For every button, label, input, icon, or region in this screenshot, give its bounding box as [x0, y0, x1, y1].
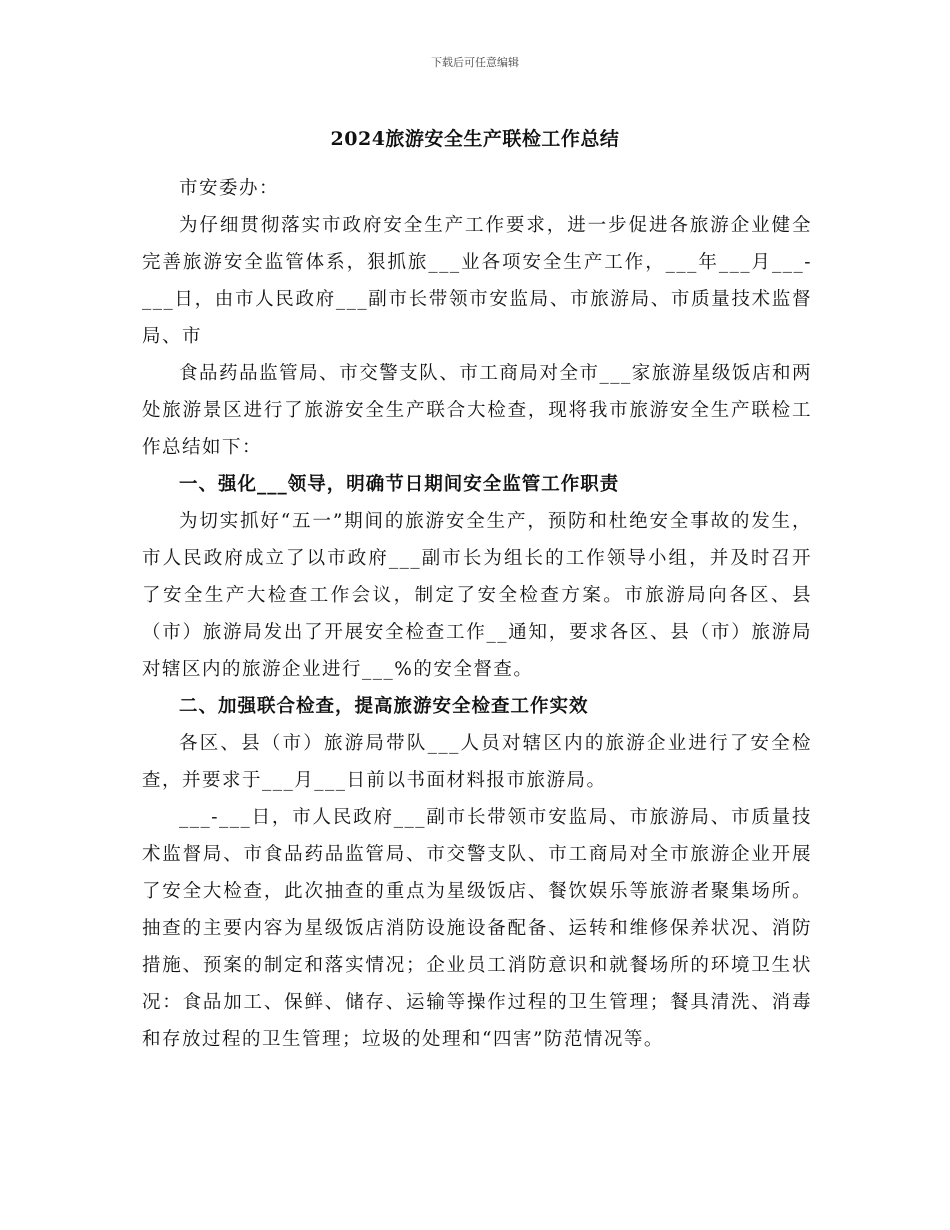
section-heading: 一、强化___领导，明确节日期间安全监管工作职责 [179, 474, 620, 495]
section-heading: 二、加强联合检查，提高旅游安全检查工作实效 [179, 696, 589, 717]
paragraph: 食品药品监管局、市交警支队、市工商局对全市___家旅游星级饭店和两处旅游景区进行了旅游安全生产联合大检查，现将我市旅游安全生产联检工作总结如下： [142, 363, 812, 458]
document-title: 2024旅游安全生产联检工作总结 [330, 128, 620, 150]
page-header: 下载后可任意编辑 [431, 56, 519, 69]
salutation: 市安委办： [179, 178, 280, 199]
document-body [142, 170, 812, 1058]
paragraph: 为仔细贯彻落实市政府安全生产工作要求，进一步促进各旅游企业健全完善旅游安全监管体系，狠抓旅___业各项安全生产工作，___年___月___-___日，由市人民政府___副市长带领市安监局、市旅游局、市质量技术监督局、市 [142, 215, 812, 347]
paragraph: 为切实抓好“五一”期间的旅游安全生产，预防和杜绝安全事故的发生，市人民政府成立了以市政府___副市长为组长的工作领导小组，并及时召开了安全生产大检查工作会议，制定了安全检查方案。市旅游局向各区、县（市）旅游局发出了开展安全检查工作__通知，要求各区、县（市）旅游局对辖区内的旅游企业进行___%的安全督查。 [142, 511, 812, 680]
paragraph: 各区、县（市）旅游局带队___人员对辖区内的旅游企业进行了安全检查，并要求于___月___日前以书面材料报市旅游局。 [142, 733, 812, 791]
paragraph: ___-___日，市人民政府___副市长带领市安监局、市旅游局、市质量技术监督局、市食品药品监管局、市交警支队、市工商局对全市旅游企业开展了安全大检查，此次抽查的重点为星级饭店、餐饮娱乐等旅游者聚集场所。抽查的主要内容为星级饭店消防设施设备配备、运转和维修保养状况、消防措施、预案的制定和落实情况；企业员工消防意识和就餐场所的环境卫生状况：食品加工、保鲜、储存、运输等操作过程的卫生管理；餐具清洗、消毒和存放过程的卫生管理；垃圾的处理和“四害”防范情况等。 [142, 807, 812, 1050]
